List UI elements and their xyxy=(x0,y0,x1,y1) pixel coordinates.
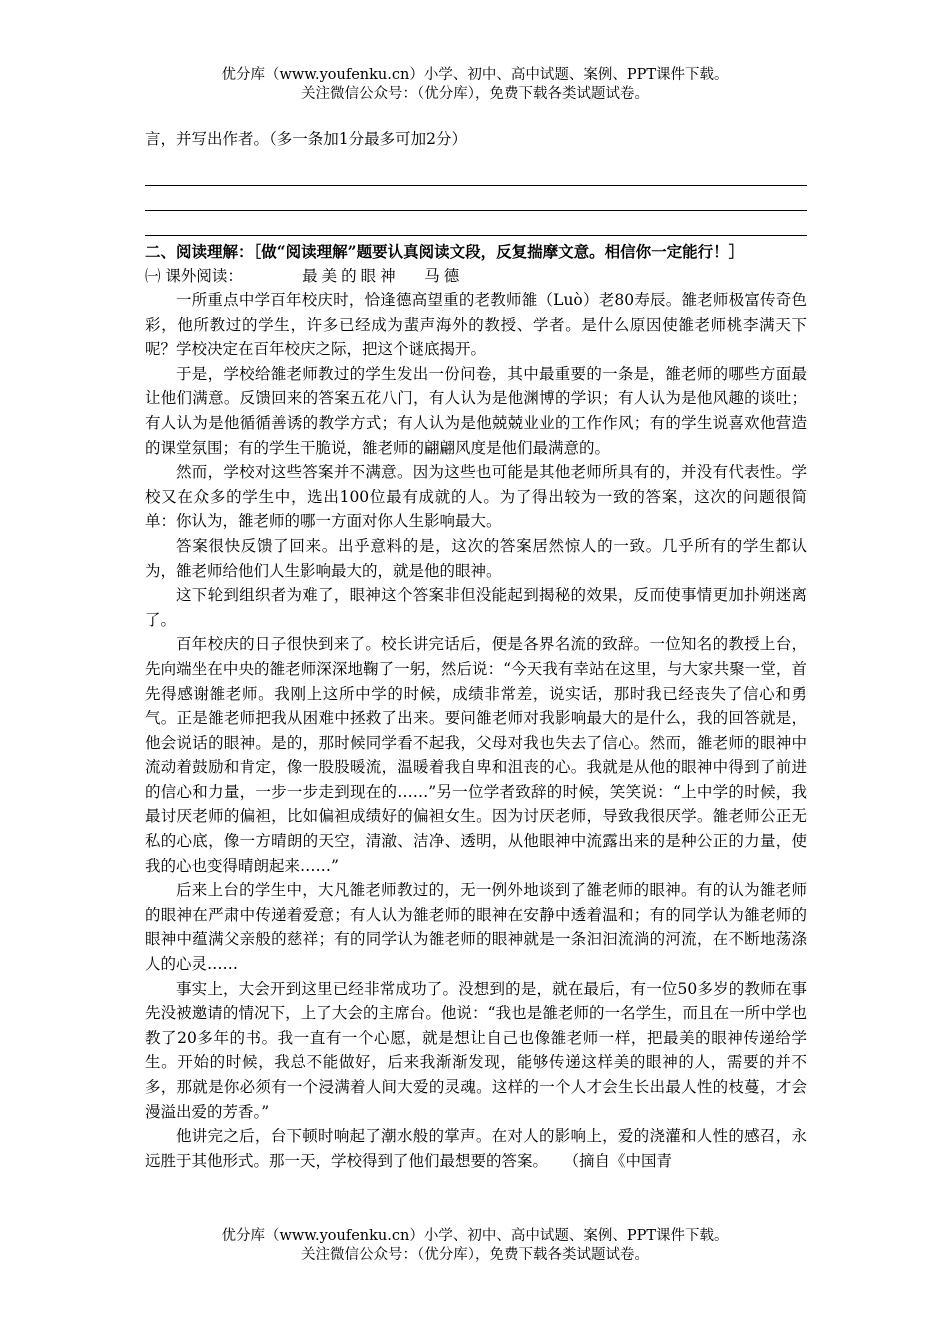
paragraph-2: 于是，学校给雒老师教过的学生发出一份问卷，其中最重要的一条是，雒老师的哪些方面最让他们满意。反馈回来的答案五花八门，有人认为是他渊博的学识；有人认为是他风趣的谈吐；有人认为是他循循善诱的教学方式；有人认为是他兢兢业业的工作作风；有的学生说喜欢他营造的课堂氛围；有的学生干脆说，雒老师的翩翩风度是他们最满意的。 xyxy=(145,364,807,457)
header-line-2: 关注微信公众号：（优分库），免费下载各类试题试卷。 xyxy=(301,86,649,102)
passage-author: 马德 xyxy=(424,267,464,285)
answer-line-1[interactable] xyxy=(145,161,807,186)
footer-line-1: 优分库（www.youfenku.cn）小学、初中、高中试题、案例、PPT课件下载。 xyxy=(221,1228,729,1244)
passage-heading xyxy=(145,264,807,288)
answer-line-2[interactable] xyxy=(145,186,807,211)
paragraph-1: 一所重点中学百年校庆时，恰逢德高望重的老教师雒（Luò）老80寿辰。雒老师极富传奇色彩，他所教过的学生，许多已经成为蜚声海外的教授、学者。是什么原因使雒老师桃李满天下呢？学校决定在百年校庆之际，把这个谜底揭开。 xyxy=(145,291,807,359)
question-continuation: 言，并写出作者。（多一条加1分最多可加2分） xyxy=(145,130,467,148)
paragraph-4: 答案很快反馈了回来。出乎意料的是，这次的答案居然惊人的一致。几乎所有的学生都认为，雒老师给他们人生影响最大的，就是他的眼神。 xyxy=(145,536,807,580)
passage-title: 最美的眼神 xyxy=(302,267,400,285)
page-content xyxy=(145,127,807,1173)
answer-line-3[interactable] xyxy=(145,211,807,236)
page-header xyxy=(0,66,950,104)
paragraph-5: 这下轮到组织者为难了，眼神这个答案非但没能起到揭秘的效果，反而使事情更加扑朔迷离了。 xyxy=(145,586,807,629)
page-footer xyxy=(0,1227,950,1265)
passage-label: ㈠ 课外阅读： xyxy=(145,267,243,285)
paragraph-8: 事实上，大会开到这里已经非常成功了。没想到的是，就在最后，有一位50多岁的教师在事先没被邀请的情况下，上了大会的主席台。他说：“我也是雒老师的一名学生，而且在一所中学也教了20多年的书。我一直有一个心愿，就是想让自己也像雒老师一样，把最美的眼神传递给学生。开始的时候，我总不能做好，后来我渐渐发现，能够传递这样美的眼神的人，需要的并不多，那就是你必须有一个浸满着人间大爱的灵魂。这样的一个人才会生长出最人性的枝蔓，才会漫溢出爱的芳香。” xyxy=(145,979,807,1121)
paragraph-3: 然而，学校对这些答案并不满意。因为这些也可能是其他老师所具有的，并没有代表性。学校又在众多的学生中，选出100位最有成就的人。为了得出较为一致的答案，这次的问题很简单：你认为，雒老师的哪一方面对你人生影响最大。 xyxy=(145,463,807,531)
footer-line-2: 关注微信公众号：（优分库），免费下载各类试题试卷。 xyxy=(301,1247,649,1263)
header-line-1: 优分库（www.youfenku.cn）小学、初中、高中试题、案例、PPT课件下载。 xyxy=(221,67,729,83)
paragraph-9: 他讲完之后，台下顿时响起了潮水般的掌声。在对人的影响上，爱的浇灌和人性的感召，永远胜于其他形式。那一天，学校得到了他们最想要的答案。 （摘自《中国青 xyxy=(145,1127,807,1170)
paragraph-7: 后来上台的学生中，大凡雒老师教过的，无一例外地谈到了雒老师的眼神。有的认为雒老师的眼神在严肃中传递着爱意；有人认为雒老师的眼神在安静中透着温和；有的同学认为雒老师的眼神中蕴满父亲般的慈祥；有的同学认为雒老师的眼神就是一条汩汩流淌的河流，在不断地荡涤人的心灵…… xyxy=(145,881,807,974)
section-title-reading: 二、阅读理解：［做“阅读理解”题要认真阅读文段，反复揣摩文意。相信你一定能行！］ xyxy=(145,242,745,261)
paragraph-6: 百年校庆的日子很快到来了。校长讲完话后，便是各界名流的致辞。一位知名的教授上台，先向端坐在中央的雒老师深深地鞠了一躬，然后说：“今天我有幸站在这里，与大家共聚一堂，首先得感谢雒老师。我刚上这所中学的时候，成绩非常差，说实话，那时我已经丧失了信心和勇气。正是雒老师把我从困难中拯救了出来。要问雒老师对我影响最大的是什么，我的回答就是，他会说话的眼神。是的，那时候同学看不起我，父母对我也失去了信心。然而，雒老师的眼神中流动着鼓励和肯定，像一股股暖流，温暖着我自卑和沮丧的心。我就是从他的眼神中得到了前进的信心和力量，一步一步走到现在的……”另一位学者致辞的时候，笑笑说：“上中学的时候，我最讨厌老师的偏袒，比如偏袒成绩好的偏袒女生。因为讨厌老师，导致我很厌学。雒老师公正无私的心底，像一方晴朗的天空，清澈、洁净、透明，从他眼神中流露出来的是种公正的力量，使我的心也变得晴朗起来……” xyxy=(145,635,807,875)
passage-body xyxy=(145,288,807,1173)
